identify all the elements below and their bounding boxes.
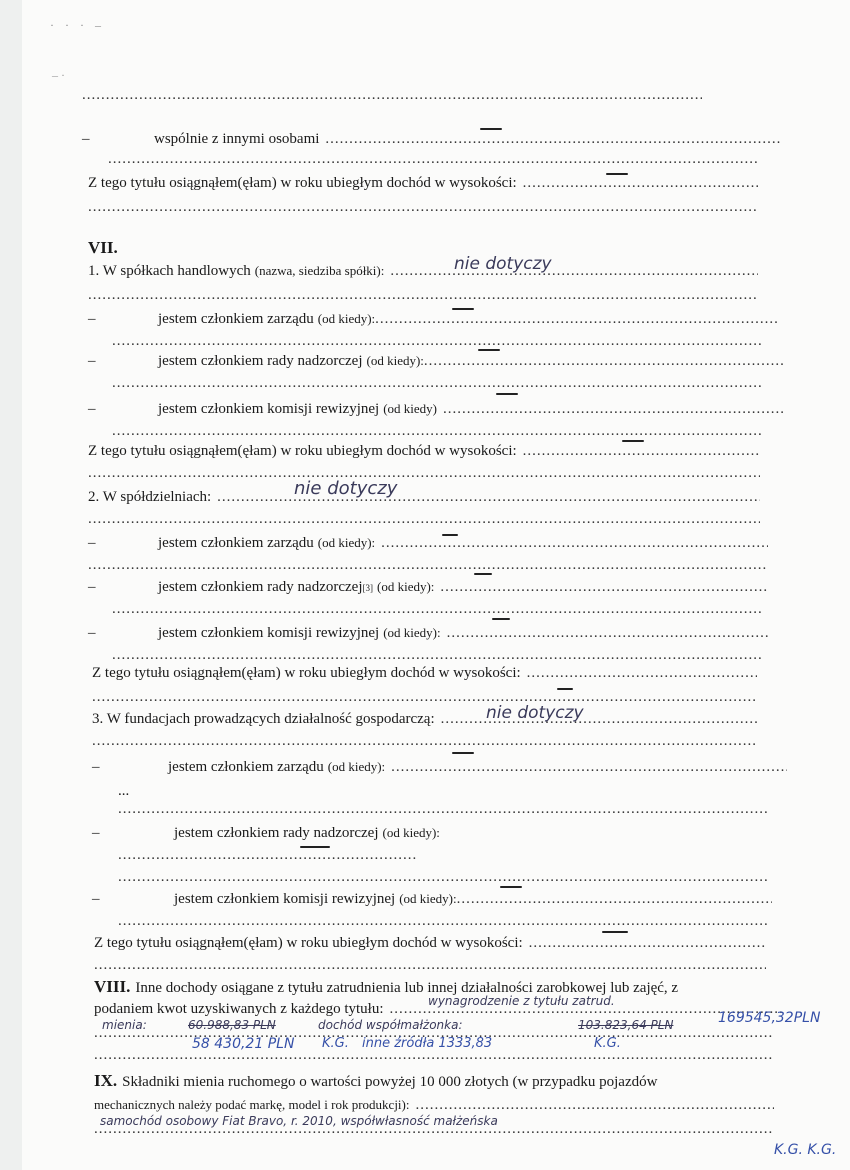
dotted-line <box>92 688 757 706</box>
dash-stroke <box>606 173 628 175</box>
dotted-line <box>112 600 762 618</box>
board-member-line: – jestem członkiem zarządu (od kiedy): ..... <box>92 758 787 776</box>
section-8-line-1: VIII. Inne dochody osiągane z tytułu zatrudnienia lub innej działalności zarobkowej lub zajęć, z <box>94 977 679 996</box>
cooperatives-line: 2. W spółdzielniach: ..... <box>88 488 760 506</box>
handwritten-initials: K.G. <box>322 1036 349 1051</box>
handwritten-spouse-income: dochód współmałżonka: <box>318 1018 463 1032</box>
dash-stroke <box>478 349 500 351</box>
handwritten-amount: 58 430,21 PLN <box>192 1036 295 1052</box>
dotted-line <box>88 510 760 528</box>
dash-stroke <box>496 393 518 395</box>
handwritten-income-source: wynagrodzenie z tytułu zatrud. <box>428 994 615 1008</box>
dash-stroke <box>480 128 502 130</box>
with-others-line: – wspólnie z innymi osobami ..... <box>82 130 782 148</box>
handwritten-initials: K.G. K.G. <box>774 1142 837 1158</box>
dotted-line <box>88 198 758 216</box>
handwritten-struck-amount: 103.823,64 PLN <box>578 1018 674 1032</box>
dotted-line <box>108 150 758 168</box>
dash-stroke <box>442 534 458 536</box>
dotted-line <box>112 646 762 664</box>
companies-line: 1. W spółkach handlowych (nazwa, siedziba spółki): ..... <box>88 262 758 280</box>
audit-committee-line: – jestem członkiem komisji rewizyjnej (od kiedy): ..... <box>88 624 768 642</box>
dotted-line <box>118 868 768 886</box>
dash-stroke <box>452 308 474 310</box>
dotted-line <box>82 86 702 104</box>
dotted-line <box>88 286 758 304</box>
dash-stroke <box>492 618 510 620</box>
dash-stroke <box>602 931 628 933</box>
section-7-header: VII. <box>88 238 118 257</box>
section-9-line-2: mechanicznych należy podać markę, model i rok produkcji): ..... <box>94 1096 774 1114</box>
income-line: Z tego tytułu osiągnąłem(ęłam) w roku ubiegłym dochód w wysokości: ..... <box>92 664 757 682</box>
income-line: Z tego tytułu osiągnąłem(ęłam) w roku ubiegłym dochód w wysokości: ..... <box>94 934 766 952</box>
dotted-line <box>118 800 768 818</box>
supervisory-board-line: – jestem członkiem rady nadzorczej (od kiedy): ..... <box>88 352 783 370</box>
section-9-line-1: IX. Składniki mienia ruchomego o wartości powyżej 10 000 złotych (w przypadku pojazdów <box>94 1071 658 1090</box>
handwritten-other-sources: inne źródła 1333,83 <box>362 1036 493 1051</box>
dotted-line <box>112 332 762 350</box>
dash-stroke <box>452 752 474 754</box>
handwritten-income-label: mienia: <box>102 1018 147 1032</box>
handwritten-vehicle: samochód osobowy Fiat Bravo, r. 2010, współwłasność małżeńska <box>100 1114 498 1128</box>
handwritten-initials: K.G. <box>594 1036 621 1051</box>
foundations-line: 3. W fundacjach prowadzących działalność gospodarczą: ..... <box>92 710 757 728</box>
scan-artifact: · · · – <box>50 18 105 32</box>
section-8-line-2: podaniem kwot uzyskiwanych z każdego tytułu: ..... <box>94 1000 784 1018</box>
dotted-line <box>92 732 757 750</box>
dotted-line <box>112 374 762 392</box>
handwritten-not-applicable: nie dotyczy <box>486 703 584 723</box>
document-page <box>22 0 850 1170</box>
dotted-line <box>112 422 762 440</box>
dash-stroke <box>474 573 492 575</box>
handwritten-not-applicable: nie dotyczy <box>454 254 552 274</box>
income-line: Z tego tytułu osiągnąłem(ęłam) w roku ubiegłym dochód w wysokości: ..... <box>88 174 758 192</box>
board-member-line: – jestem członkiem zarządu (od kiedy): ..... <box>88 310 778 328</box>
handwritten-struck-amount: 60.988,83 PLN <box>188 1018 276 1032</box>
audit-committee-line: – jestem członkiem komisji rewizyjnej (od kiedy) ..... <box>88 400 783 418</box>
audit-committee-line: – jestem członkiem komisji rewizyjnej (od kiedy): ..... <box>92 890 772 908</box>
dash-stroke <box>500 886 522 888</box>
ellipsis: ... <box>118 783 130 799</box>
handwritten-total-amount: 169545,32PLN <box>718 1010 821 1026</box>
board-member-line: – jestem członkiem zarządu (od kiedy): ..... <box>88 534 768 552</box>
dotted-line <box>94 956 766 974</box>
supervisory-board-line: – jestem członkiem rady nadzorczej (od kiedy): <box>92 825 440 841</box>
dotted-line <box>118 846 418 864</box>
dotted-line <box>88 464 760 482</box>
dotted-line <box>118 912 768 930</box>
dotted-line <box>88 556 768 574</box>
supervisory-board-line: – jestem członkiem rady nadzorczej [3] (od kiedy): ..... <box>88 578 768 597</box>
dash-stroke <box>622 440 644 442</box>
scan-artifact: – · <box>52 68 65 82</box>
income-line: Z tego tytułu osiągnąłem(ęłam) w roku ubiegłym dochód w wysokości: ..... <box>88 442 760 460</box>
handwritten-not-applicable: nie dotyczy <box>294 478 398 499</box>
